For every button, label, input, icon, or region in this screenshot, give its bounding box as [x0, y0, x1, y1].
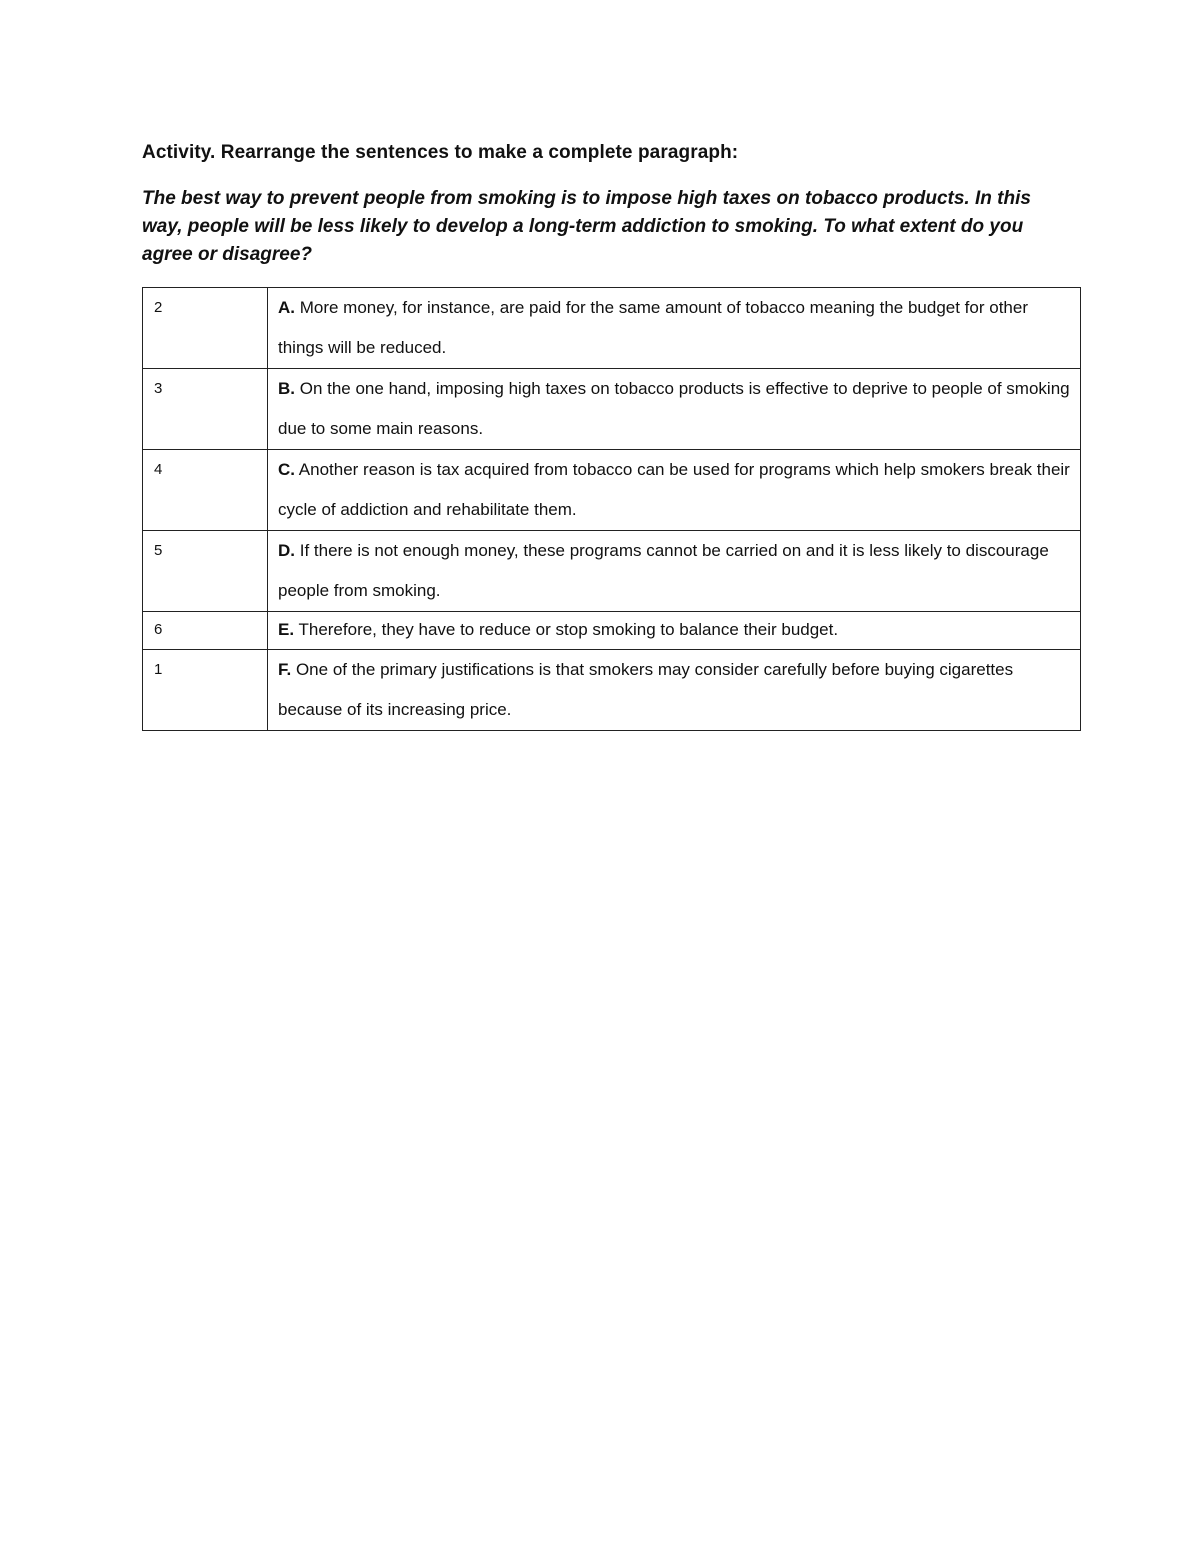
order-number-cell: 2: [143, 288, 268, 369]
table-row: [143, 450, 1081, 531]
sentence-letter: B.: [278, 379, 295, 398]
activity-heading: Activity. Rearrange the sentences to make a complete paragraph:: [142, 142, 739, 163]
sentence-letter: C.: [278, 460, 295, 479]
order-number-cell: 4: [143, 450, 268, 531]
sentence-cell: [268, 650, 1081, 731]
sentence-cell: [268, 450, 1081, 531]
table-row: [143, 531, 1081, 612]
order-number-cell: 1: [143, 650, 268, 731]
sentence-letter: E.: [278, 620, 295, 639]
sentence-text: One of the primary justifications is that smokers may consider carefully before buying cigarettes because of its increasing price.: [278, 660, 1014, 719]
sentence-text: Another reason is tax acquired from tobacco can be used for programs which help smokers break their cycle of addiction and rehabilitate them.: [278, 460, 1070, 519]
sentence-cell: [268, 288, 1081, 369]
sentence-letter: D.: [278, 541, 295, 560]
sentence-cell: [268, 531, 1081, 612]
sentence-text: If there is not enough money, these programs cannot be carried on and it is less likely to discourage people from smoking.: [278, 541, 1049, 600]
order-number-cell: 5: [143, 531, 268, 612]
sentence-text: On the one hand, imposing high taxes on tobacco products is effective to deprive to people of smoking due to some main reasons.: [278, 379, 1070, 438]
table-row: [143, 650, 1081, 731]
sentence-order-table: [142, 287, 1081, 731]
order-number-cell: 6: [143, 612, 268, 650]
sentence-text: More money, for instance, are paid for the same amount of tobacco meaning the budget for other things will be reduced.: [278, 298, 1028, 357]
sentence-letter: A.: [278, 298, 295, 317]
sentence-letter: F.: [278, 660, 292, 679]
table-row: [143, 288, 1081, 369]
table-row: [143, 369, 1081, 450]
sentence-cell: [268, 369, 1081, 450]
essay-prompt: The best way to prevent people from smoking is to impose high taxes on tobacco products. In this way, people will be less likely to develop a long-term addiction to smoking. To what extent do you agree or disagree?: [142, 188, 1031, 265]
sentence-text: Therefore, they have to reduce or stop smoking to balance their budget.: [294, 620, 839, 639]
table-row: [143, 612, 1081, 650]
order-number-cell: 3: [143, 369, 268, 450]
sentence-cell: [268, 612, 1081, 650]
